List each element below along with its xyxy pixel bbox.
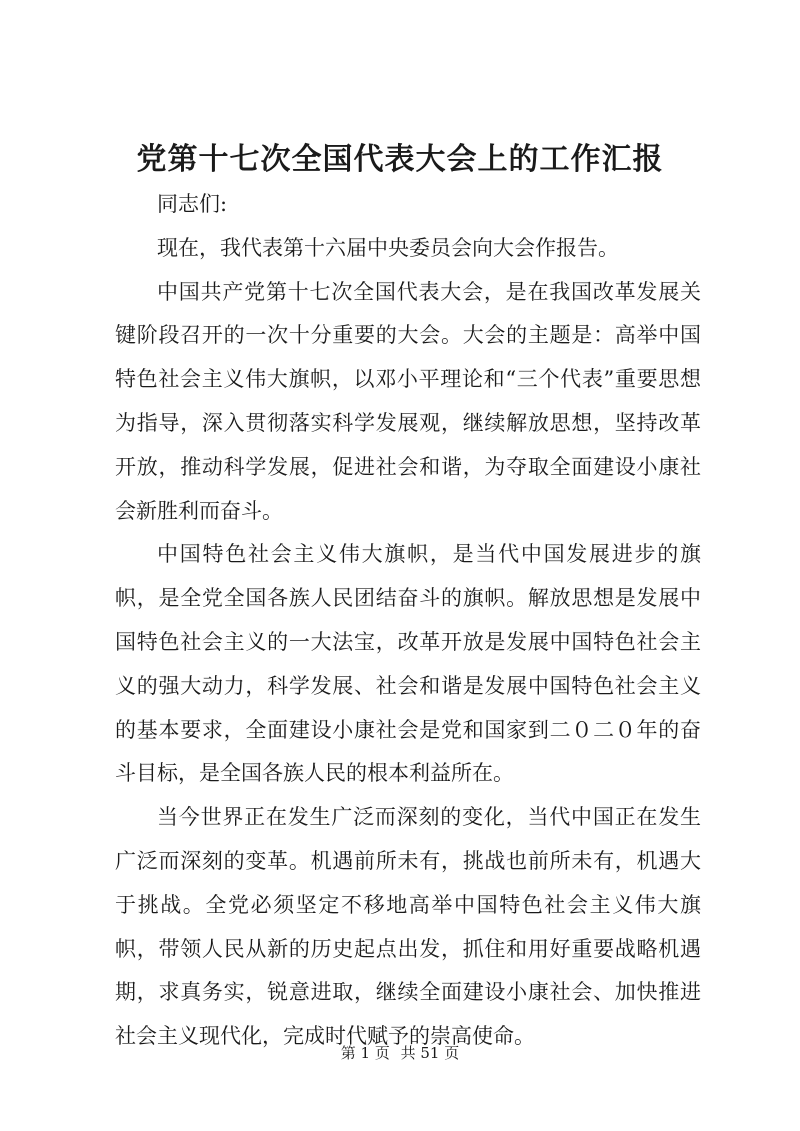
salutation: 同志们: [157, 192, 228, 216]
page-number: 第 1 页 [340, 1044, 390, 1062]
page-footer [0, 1042, 800, 1064]
paragraph-2: 中国共产党第十七次全国代表大会，是在我国改革发展关键阶段召开的一次十分重要的大会。大会的主题是：高举中国特色社会主义伟大旗帜，以邓小平理论和“三个代表”重要思想为指导，深入贯彻落实科学发展观，继续解放思想，坚持改革开放，推动科学发展，促进社会和谐，为夺取全面建设小康社会新胜利而奋斗。 [115, 279, 701, 523]
paragraph-1: 现在，我代表第十六届中央委员会向大会作报告。 [157, 235, 619, 260]
document-body [115, 183, 701, 1059]
paragraph-4: 当今世界正在发生广泛而深刻的变化，当代中国正在发生广泛而深刻的变革。机遇前所未有，挑战也前所未有，机遇大于挑战。全党必须坚定不移地高举中国特色社会主义伟大旗帜，带领人民从新的历史起点出发，抓住和用好重要战略机遇期，求真务实，锐意进取，继续全面建设小康社会、加快推进社会主义现代化，完成时代赋予的崇高使命。 [115, 805, 701, 1049]
page-total: 共 51 页 [400, 1044, 460, 1062]
paragraph-3: 中国特色社会主义伟大旗帜，是当代中国发展进步的旗帜，是全党全国各族人民团结奋斗的旗帜。解放思想是发展中国特色社会主义的一大法宝，改革开放是发展中国特色社会主义的强大动力，科学发展、社会和谐是发展中国特色社会主义的基本要求，全面建设小康社会是党和国家到二０二０年的奋斗目标，是全国各族人民的根本利益所在。 [115, 542, 701, 786]
document-title: 党第十七次全国代表大会上的工作汇报 [136, 142, 664, 177]
